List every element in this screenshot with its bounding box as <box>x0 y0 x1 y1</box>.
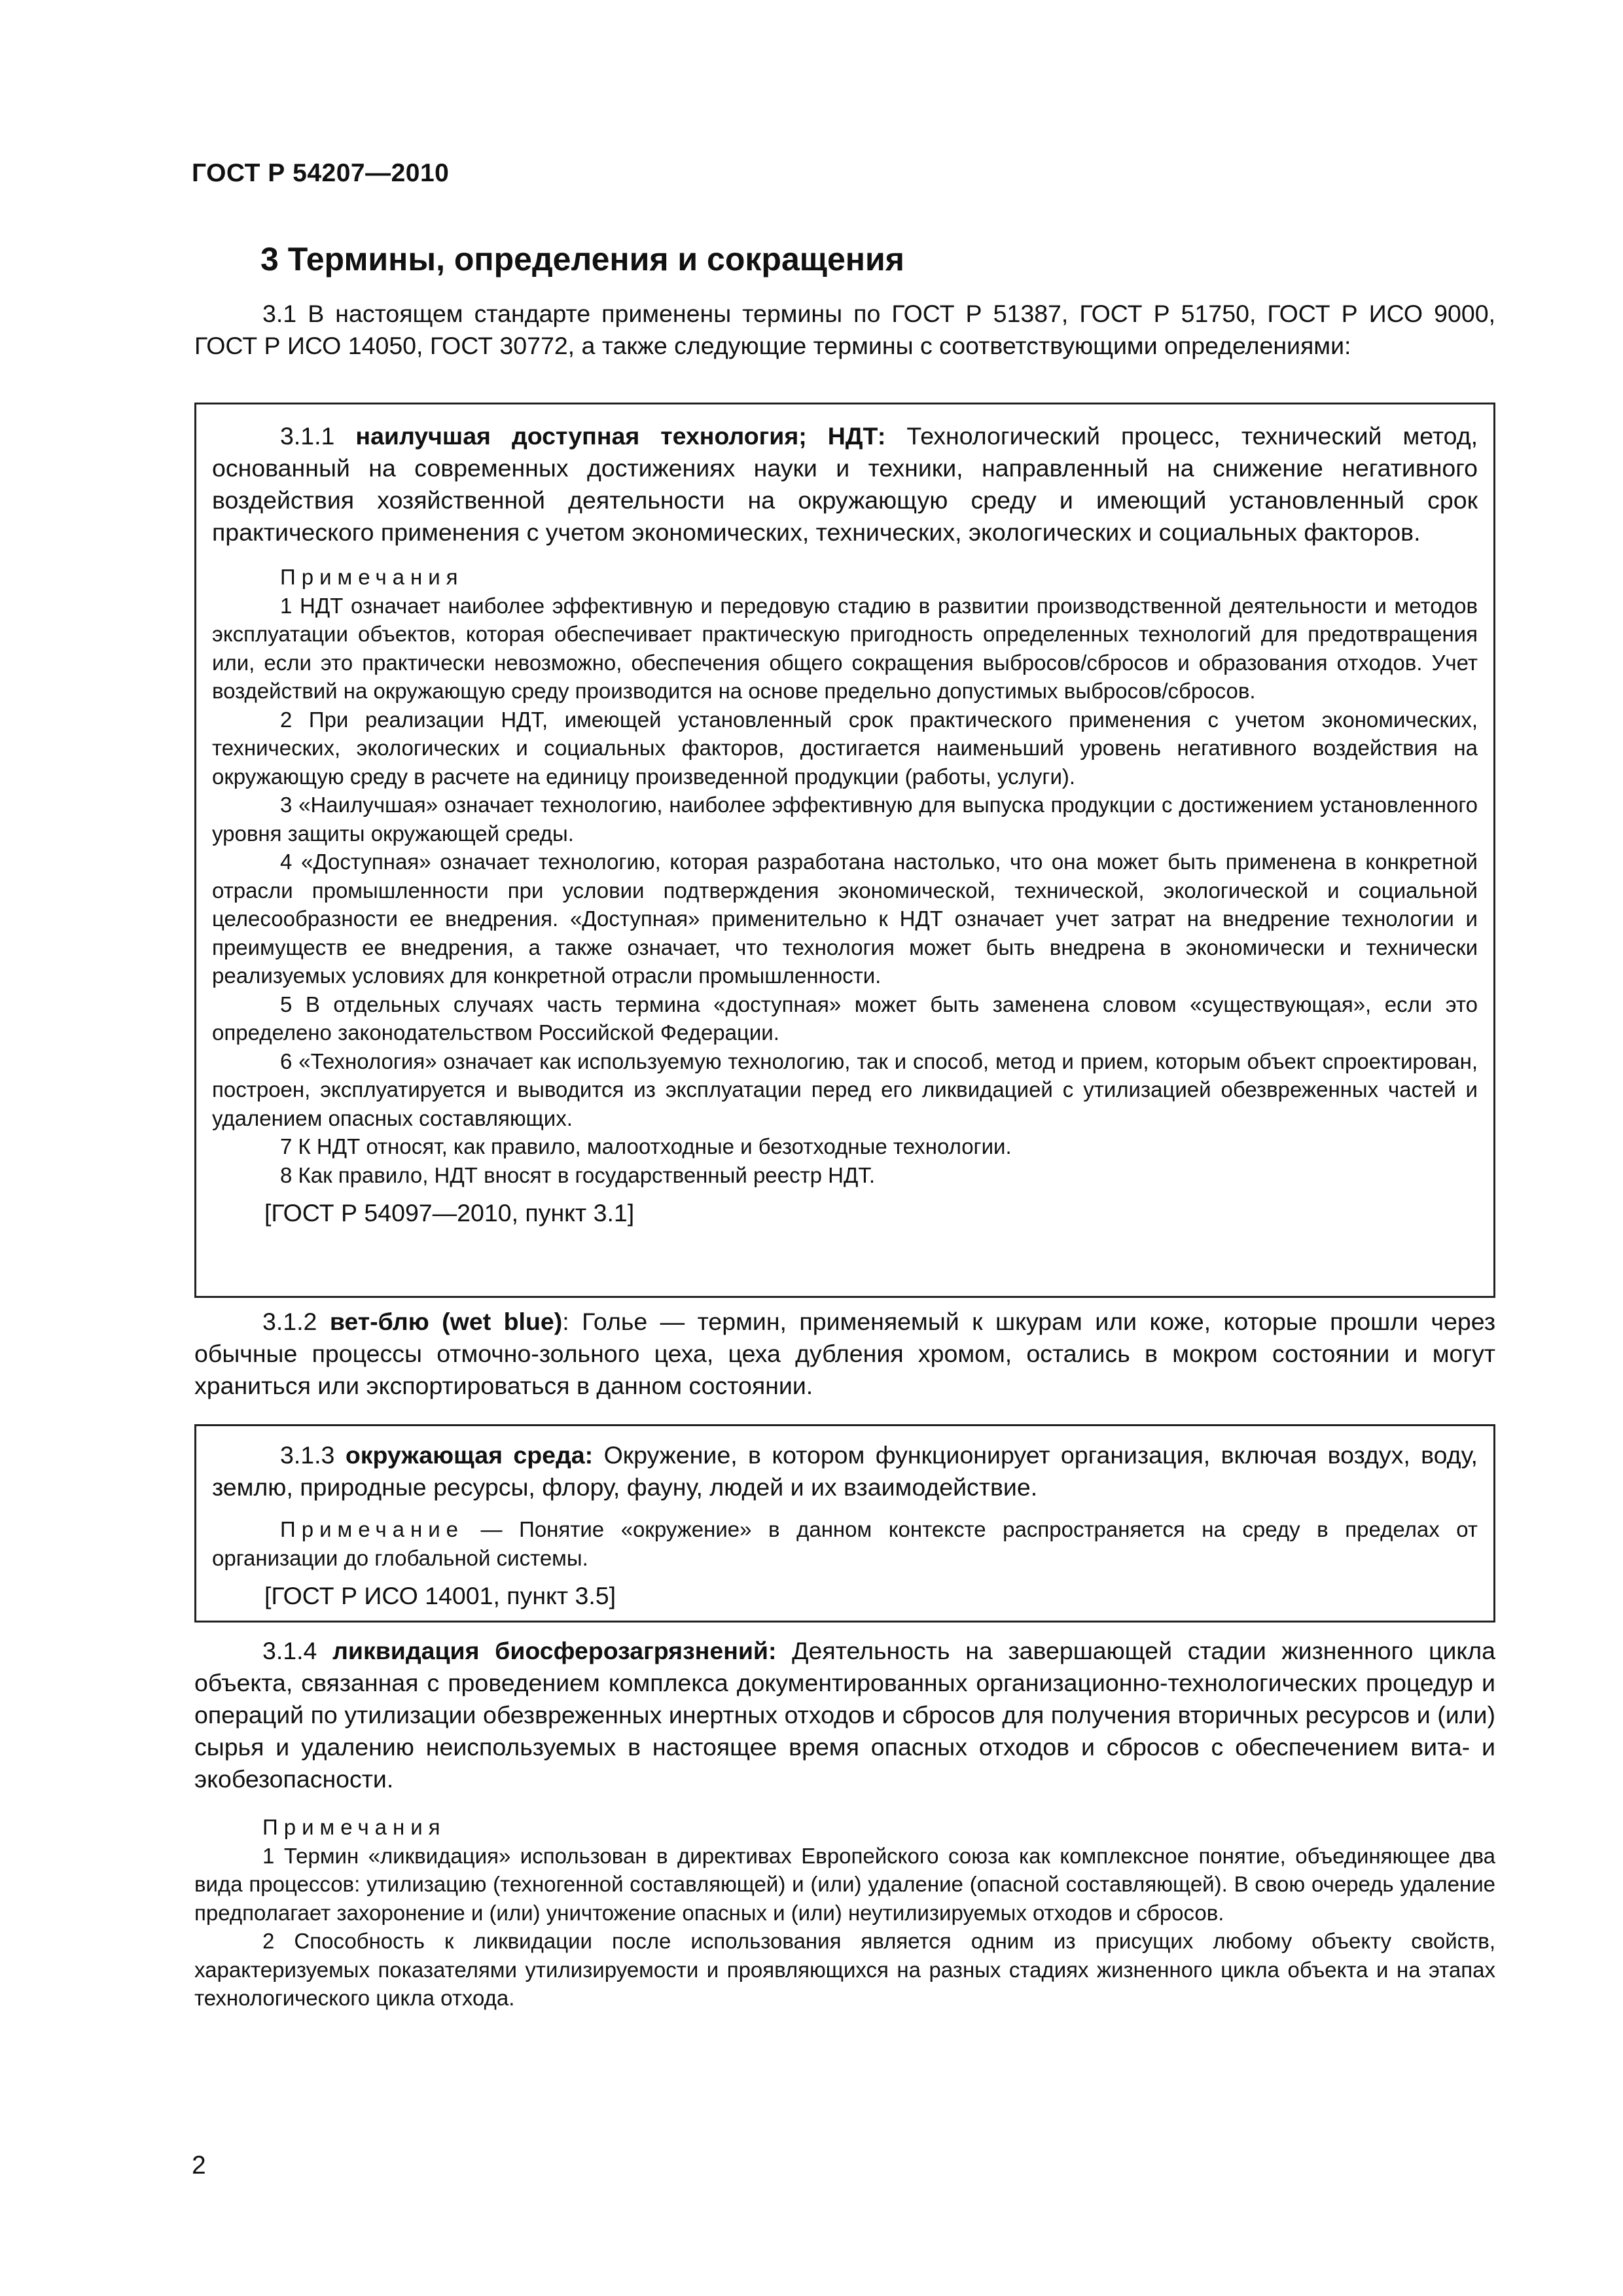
page-number: 2 <box>192 2151 206 2179</box>
term-number: 3.1.3 <box>280 1441 346 1469</box>
note-item: 5 В отдельных случаях часть термина «доступная» может быть заменена словом «существующая», если это определено законодательством Российской Федерации. <box>212 992 1478 1045</box>
term-source: [ГОСТ Р ИСО 14001, пункт 3.5] <box>264 1582 616 1609</box>
term-name: наилучшая доступная технология; НДТ: <box>355 422 886 450</box>
term-definition: Технологический процесс, технический метод, основанный на современных достижениях науки и техники, направленный на снижение негативного воздействия хозяйственной деятельности на окружающую среду и имеющий установленный срок практического применения с учетом экономических, технических, экологических и социальных факторов. <box>212 422 1478 546</box>
note-text: — Понятие «окружение» в данном контексте распространяется на среду в пределах от организации до глобальной системы. <box>212 1517 1478 1570</box>
term-3-1-2-paragraph <box>194 1306 1495 1402</box>
intro-paragraph: 3.1 В настоящем стандарте применены термины по ГОСТ Р 51387, ГОСТ Р 51750, ГОСТ Р ИСО 9000, ГОСТ Р ИСО 14050, ГОСТ 30772, а также следующие термины с соответствующими определениями: <box>194 300 1495 359</box>
term-number: 3.1.1 <box>280 422 356 450</box>
term-number: 3.1.4 <box>262 1637 333 1664</box>
term-number: 3.1.2 <box>262 1308 330 1335</box>
term-source: [ГОСТ Р 54097—2010, пункт 3.1] <box>264 1199 635 1227</box>
term-name: окружающая среда: <box>345 1441 594 1469</box>
term-definition: Окружение, в котором функционирует организация, включая воздух, воду, землю, природные ресурсы, флору, фауну, людей и их взаимодействие. <box>212 1441 1478 1501</box>
standard-number: ГОСТ Р 54207—2010 <box>192 159 450 187</box>
note-item: 1 НДТ означает наиболее эффективную и передовую стадию в развитии производственной деятельности и методов эксплуатации объектов, которая обеспечивает практическую пригодность определенных технологий для предотвращения или, если это практически невозможно, обеспечения общего сокращения выбросов/сбросов и образования отходов. Учет воздействий на окружающую среду производится на основе предельно допустимых выбросов/сбросов. <box>212 593 1478 703</box>
term-definition: Деятельность на завершающей стадии жизненного цикла объекта, связанная с проведением комплекса документированных организационно-технологических процедур и операций по утилизации обезвреженных инертных отходов и сбросов для получения вторичных ресурсов и (или) сырья и удалению неиспользуемых в настоящее время опасных отходов и сбросов с обеспечением вита- и экобезопасности. <box>194 1637 1495 1793</box>
term-3-1-3-paragraph <box>196 1439 1493 1503</box>
term-box-3-1-3 <box>194 1424 1495 1623</box>
note-item: 4 «Доступная» означает технологию, которая разработана настолько, что она может быть применена в конкретной отрасли промышленности при условии подтверждения экономической, технической, экологической и социальной целесообразности ее внедрения. «Доступная» применительно к НДТ означает учет затрат на внедрение технологии и преимуществ ее внедрения, а также означает, что технология может быть внедрена в экономически и технически реализуемых условиях для конкретной отрасли промышленности. <box>212 850 1478 988</box>
note-item: 2 При реализации НДТ, имеющей установленный срок практического применения с учетом экономических, технических, экологических и социальных факторов, достигается наименьший уровень негативного воздействия на окружающую среду в расчете на единицу произведенной продукции (работы, услуги). <box>212 707 1478 789</box>
term-3-1-4-notes <box>194 1813 1495 2013</box>
note-item: 3 «Наилучшая» означает технологию, наиболее эффективную для выпуска продукции с достижением установленного уровня защиты окружающей среды. <box>212 793 1478 846</box>
note-item: 1 Термин «ликвидация» использован в директивах Европейского союза как комплексное понятие, объединяющее два вида процессов: утилизацию (техногенной составляющей) и (или) удаление (опасной составляющей). В свою очередь удаление предполагает захоронение и (или) уничтожение опасных и (или) неутилизируемых отходов и сбросов. <box>194 1843 1495 1925</box>
note-label: Примечание <box>280 1517 465 1541</box>
term-definition: : Голье — термин, применяемый к шкурам или коже, которые прошли через обычные процессы отмочно-зольного цеха, цеха дубления хромом, остались в мокром состоянии и могут храниться или экспортироваться в данном состоянии. <box>194 1308 1496 1399</box>
term-name: вет-блю (wet blue) <box>329 1308 563 1335</box>
notes-title: Примечания <box>280 565 464 589</box>
note-item: 2 Способность к ликвидации после использования является одним из присущих любому объекту свойств, характеризуемых показателями утилизируемости и проявляющихся на разных стадиях жизненного цикла объекта и на этапах технологического цикла отхода. <box>194 1929 1495 2010</box>
note-item: 7 К НДТ относят, как правило, малоотходные и безотходные технологии. <box>280 1134 1012 1158</box>
term-3-1-3-note <box>196 1515 1493 1572</box>
term-name: ликвидация биосферозагрязнений: <box>332 1637 777 1664</box>
term-3-1-4-paragraph <box>194 1635 1495 1795</box>
section-title: 3 Термины, определения и сокращения <box>260 241 904 278</box>
notes-title: Примечания <box>262 1815 446 1839</box>
note-item: 6 «Технология» означает как используемую технологию, так и способ, метод и прием, которым объект спроектирован, построен, эксплуатируется и выводится из эксплуатации перед его ликвидацией с утилизацией обезвреженных частей и удалением опасных составляющих. <box>212 1049 1478 1130</box>
term-3-1-1-paragraph <box>196 420 1493 548</box>
term-box-3-1-1 <box>194 403 1495 1298</box>
note-item: 8 Как правило, НДТ вносят в государственный реестр НДТ. <box>280 1162 875 1187</box>
